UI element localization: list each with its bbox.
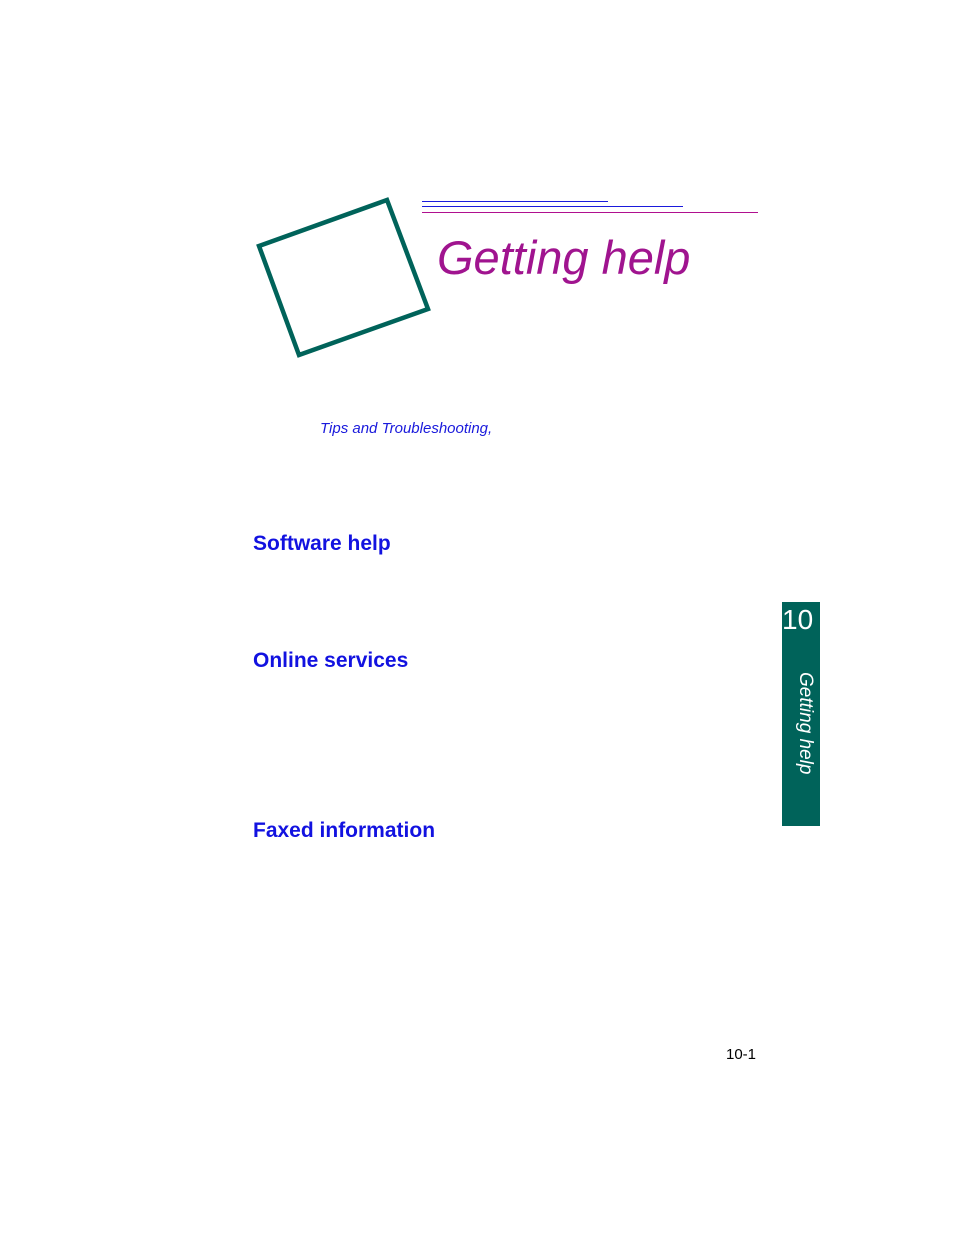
- section-heading-faxed-information: Faxed information: [253, 819, 436, 842]
- page-number: 10-1: [726, 1046, 757, 1063]
- header-rule-medium: [422, 206, 683, 207]
- chapter-side-tab: [782, 602, 820, 826]
- side-tab-chapter-number: 10: [782, 604, 814, 635]
- section-heading-software-help: Software help: [253, 532, 391, 555]
- chapter-title: Getting help: [437, 231, 691, 284]
- section-heading-online-services: Online services: [253, 649, 409, 672]
- cross-reference-link[interactable]: Tips and Troubleshooting,: [320, 420, 493, 437]
- header-rule-short: [422, 201, 608, 202]
- header-rule-long: [422, 212, 758, 213]
- chapter-square-graphic: [250, 192, 440, 364]
- side-tab-chapter-label: Getting help: [795, 672, 816, 775]
